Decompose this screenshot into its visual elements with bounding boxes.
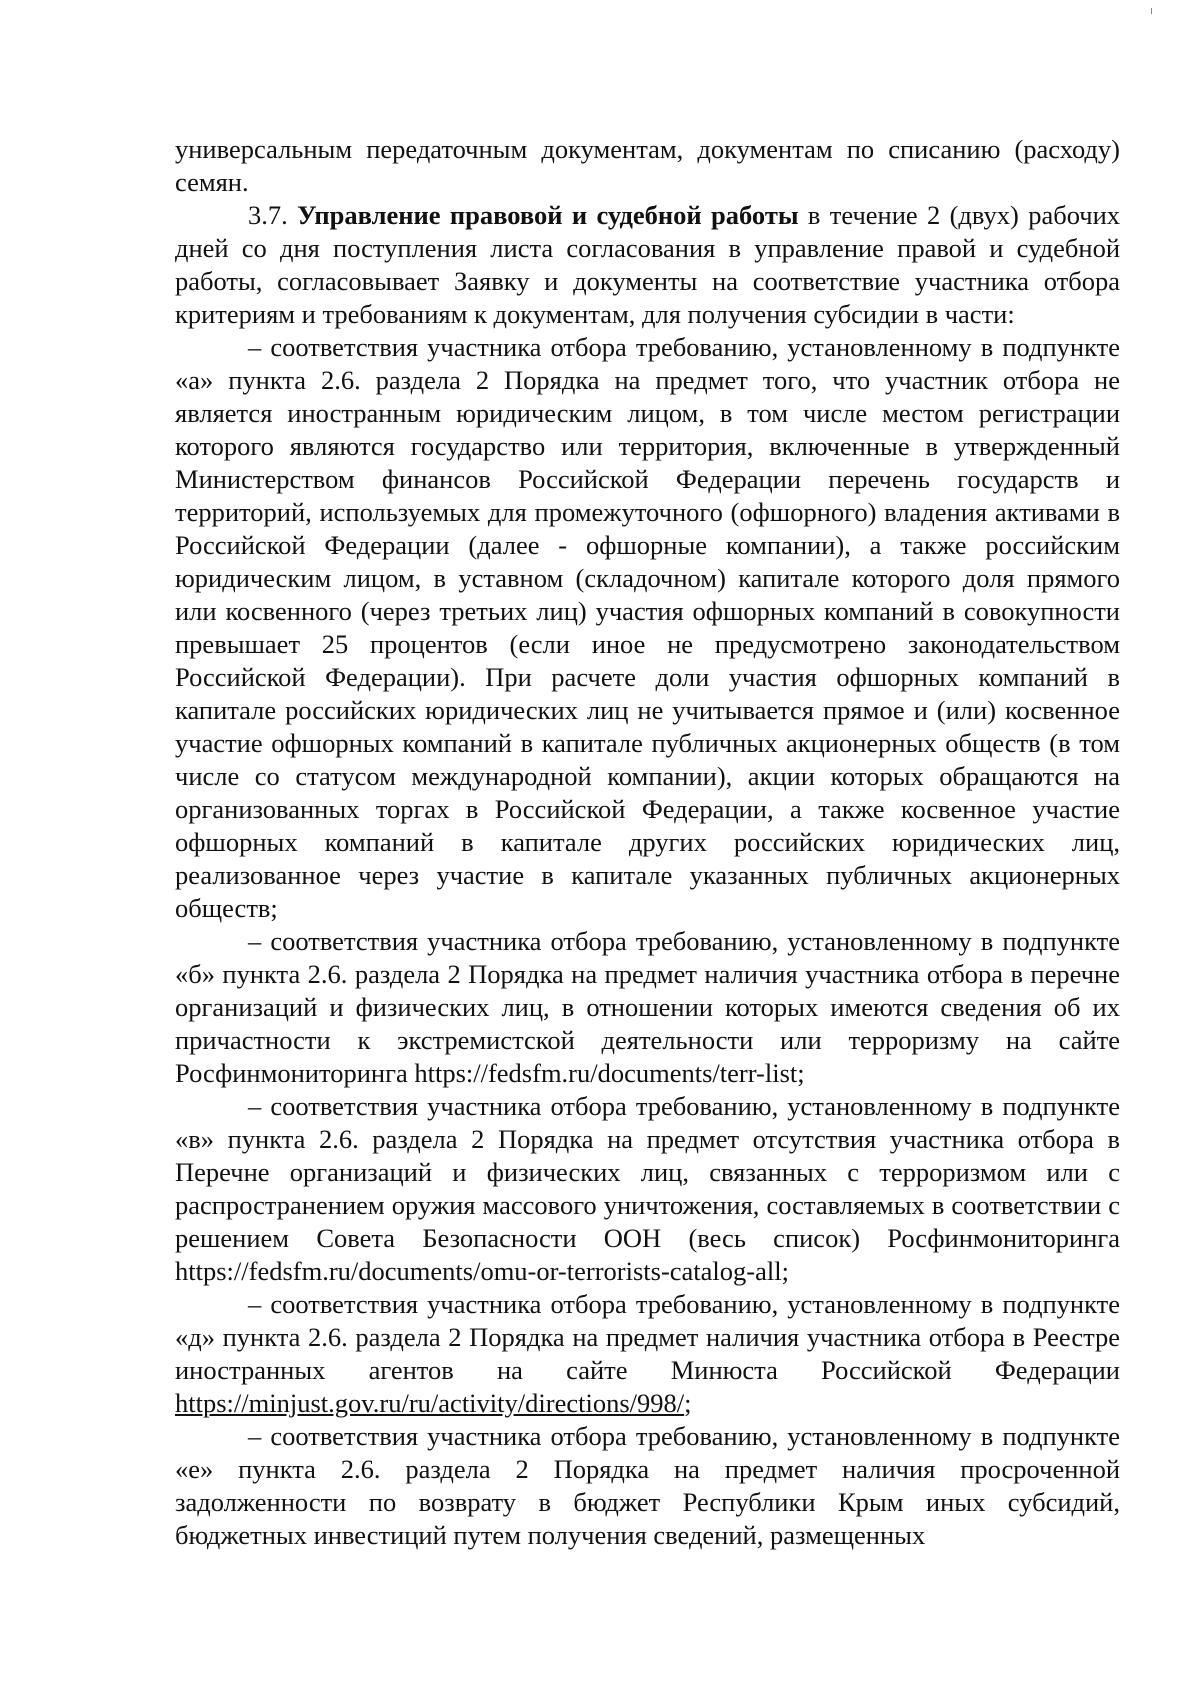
list-item: – соответствия участника отбора требованию, установленному в подпункте «а» пункта 2.6. раздела 2 Порядка на предмет того, что участник отбора не является иностранным юридическим лицом, в том числе местом регистрации которого являются государство или территория, включенные в утвержденный Министерством финансов Российской Федерации перечень государств и территорий, используемых для промежуточного (офшорного) владения активами в Российской Федерации (далее - офшорные компании), а также российским юридическим лицом, в уставном (складочном) капитале которого доля прямого или косвенного (через третьих лиц) участия офшорных компаний в совокупности превышает 25 процентов (если иное не предусмотрено законодательством Российской Федерации). При расчете доли участия офшорных компаний в капитале российских юридических лиц не учитывается прямое и (или) косвенное участие офшорных компаний в капитале публичных акционерных обществ (в том числе со статусом международной компании), акции которых обращаются на организованных торгах в Российской Федерации, а также косвенное участие офшорных компаний в капитале других российских юридических лиц, реализованное через участие в капитале указанных публичных акционерных обществ; xyxy=(175,332,1120,923)
list-item: – соответствия участника отбора требованию, установленному в подпункте «б» пункта 2.6. раздела 2 Порядка на предмет наличия участника отбора в перечне организаций и физических лиц, в отношении которых имеются сведения об их причастности к экстремистской деятельности или терроризму на сайте Росфинмониторинга https://fedsfm.ru/documents/terr-list; xyxy=(175,926,1120,1088)
minjust-link[interactable]: https://minjust.gov.ru/ru/activity/directions/998/ xyxy=(175,1388,685,1418)
clause-text: в течение 2 (двух) рабочих дней со дня поступления листа согласования в управление правой и судебной работы, согласовывает Заявку и документы на соответствие участника отбора критериям и требованиям к документам, для получения субсидии в части: xyxy=(175,200,1121,329)
clause-3-7-paragraph xyxy=(175,199,1120,331)
list-item: – соответствия участника отбора требованию, установленному в подпункте «е» пункта 2.6. раздела 2 Порядка на предмет наличия просроченной задолженности по возврату в бюджет Республики Крым иных субсидий, бюджетных инвестиций путем получения сведений, размещенных xyxy=(175,1421,1120,1550)
list-item xyxy=(175,1288,1120,1420)
list-item-text: – соответствия участника отбора требованию, установленному в подпункте «д» пункта 2.6. раздела 2 Порядка на предмет наличия участника отбора в Реестре иностранных агентов на сайте Минюста Российской Федерации xyxy=(175,1289,1120,1385)
clause-number: 3.7. xyxy=(248,200,288,230)
scan-corner-mark xyxy=(1151,8,1152,14)
continuation-paragraph: универсальным передаточным документам, документам по списанию (расходу) семян. xyxy=(175,134,1120,197)
list-item: – соответствия участника отбора требованию, установленному в подпункте «в» пункта 2.6. раздела 2 Порядка на предмет отсутствия участника отбора в Перечне организаций и физических лиц, связанных с терроризмом или с распространением оружия массового уничтожения, составляемых в соответствии с решением Совета Безопасности ООН (весь список) Росфинмониторинга https://fedsfm.ru/documents/omu-or-terrorists-catalog-all; xyxy=(175,1091,1120,1286)
list-item-text-end: ; xyxy=(684,1388,692,1418)
clause-title: Управление правовой и судебной работы xyxy=(297,200,799,230)
document-page xyxy=(175,133,1120,1552)
